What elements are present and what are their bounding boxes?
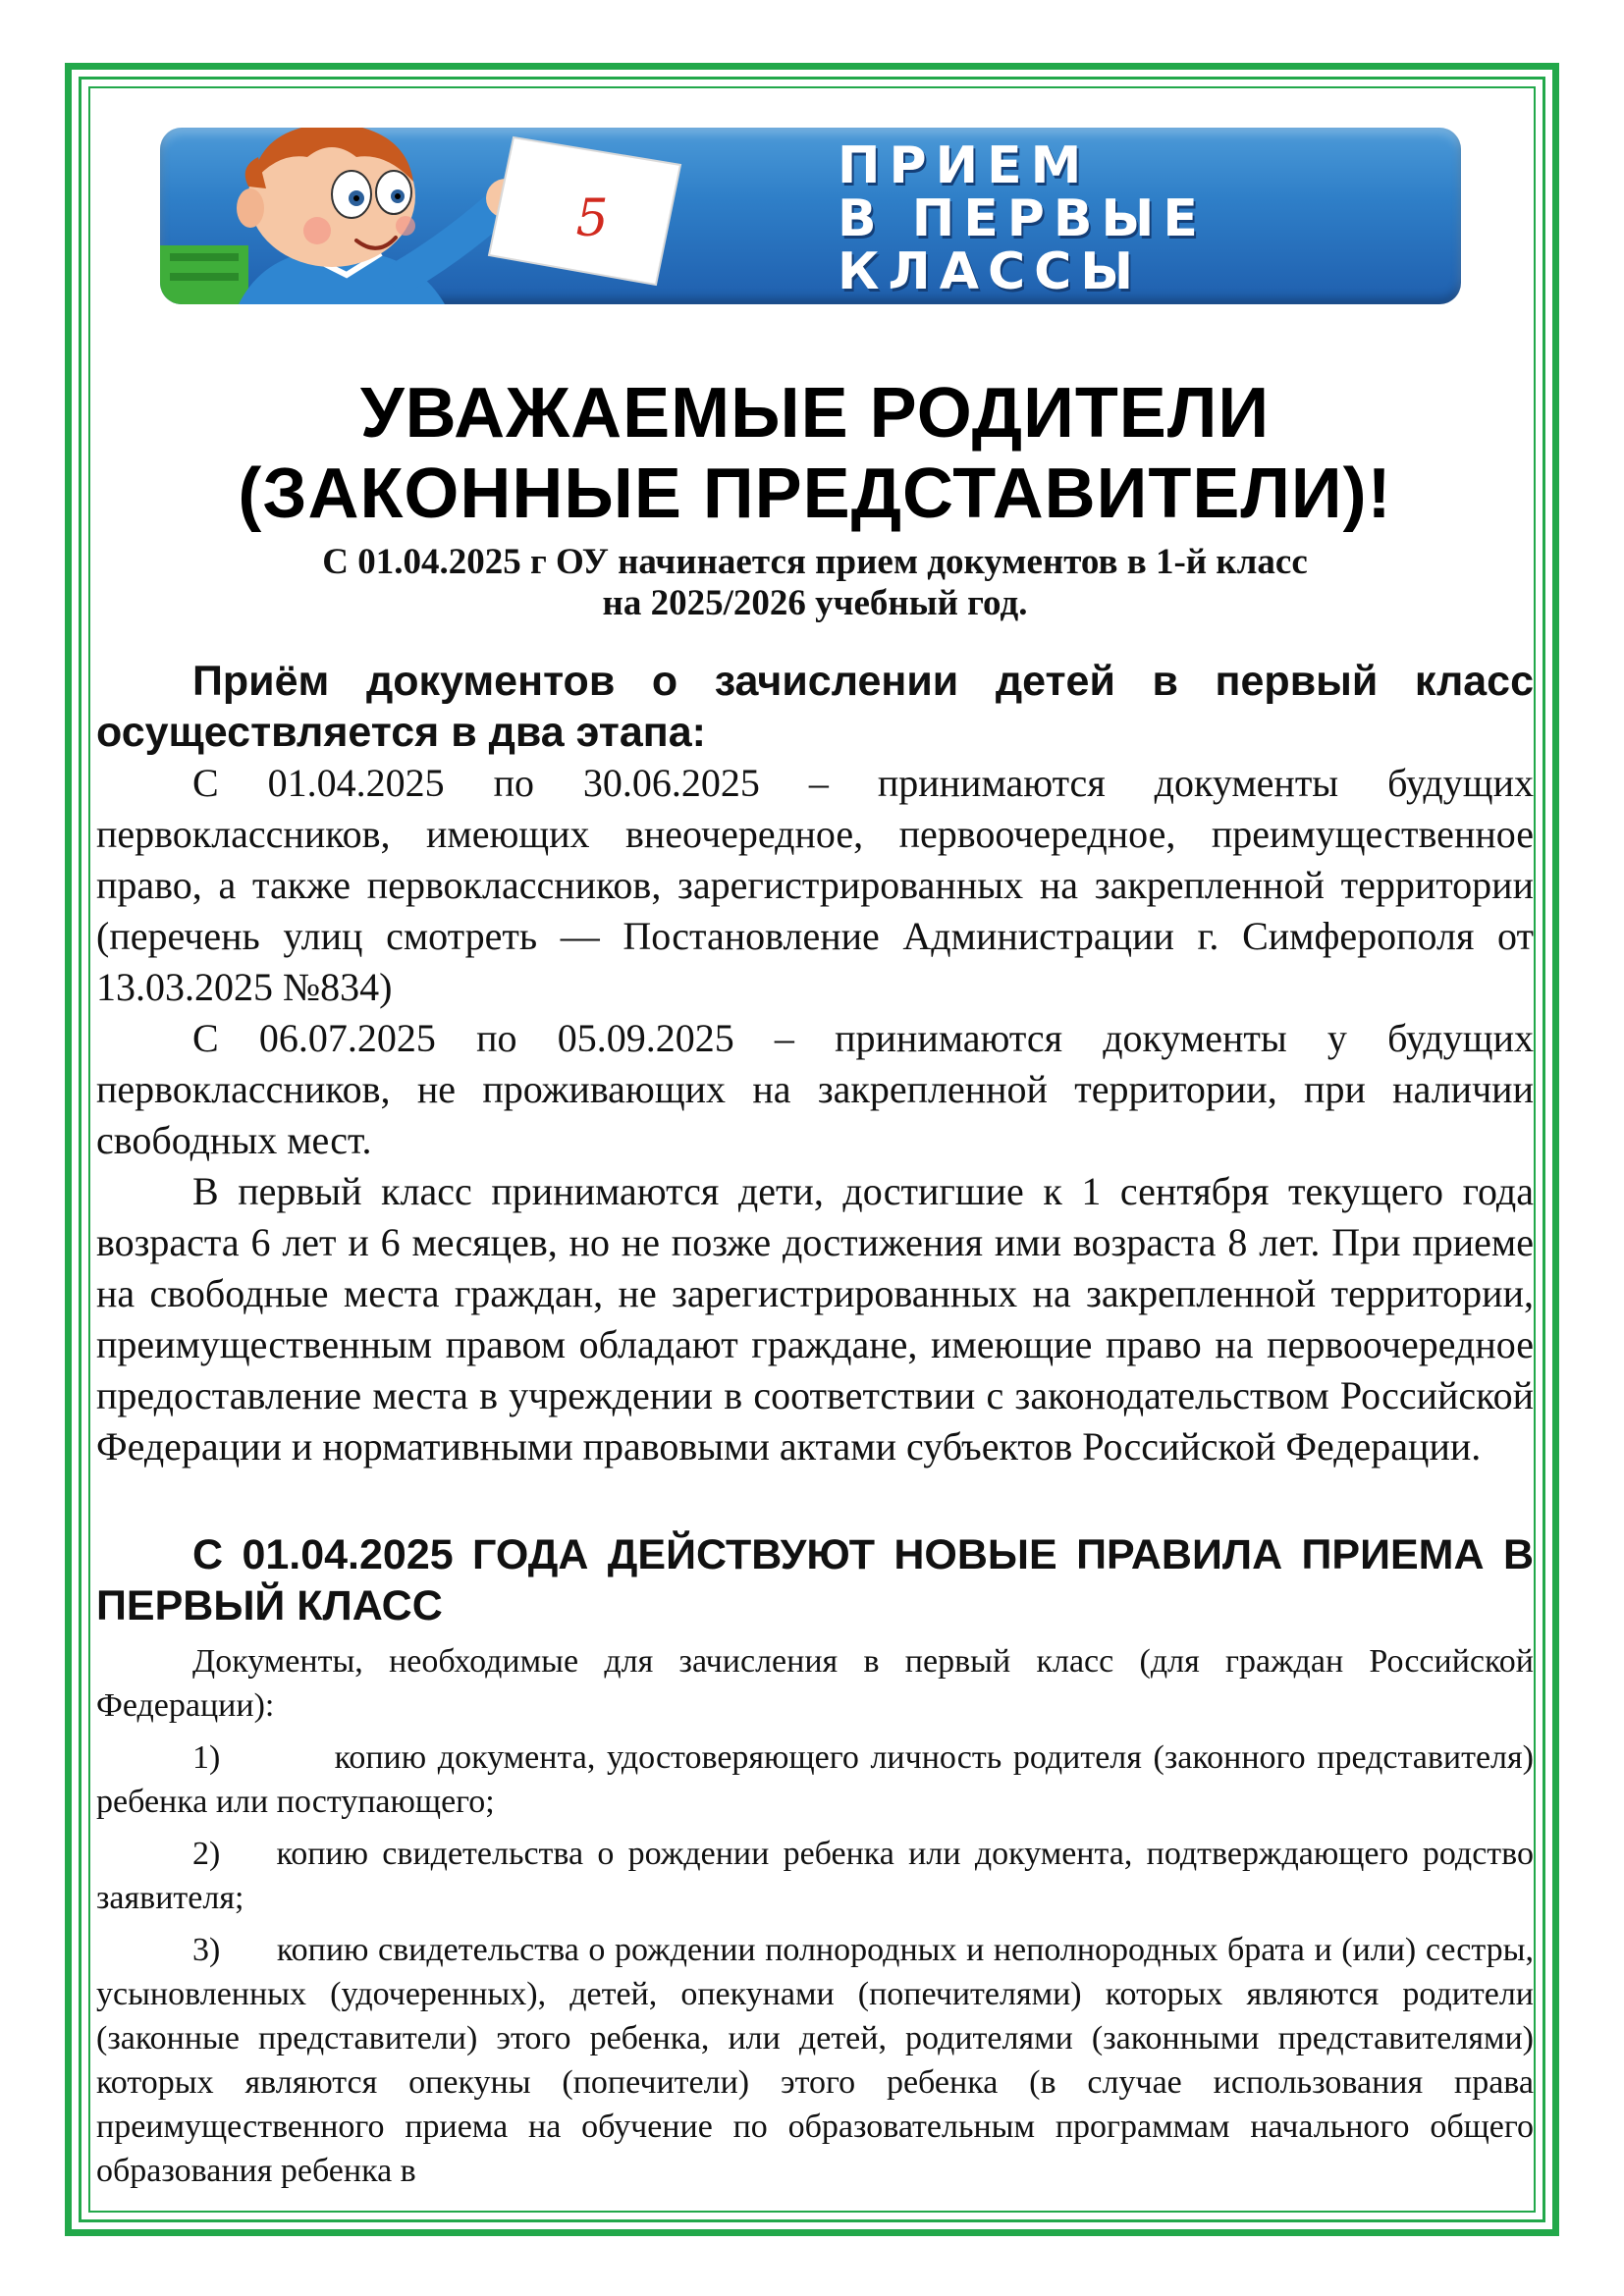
banner-title-line: ПРИЕМ	[838, 136, 1091, 195]
stage-1-text: С 01.04.2025 по 30.06.2025 – принимаются документы будущих первоклассников, имеющих внеочередное, первоочередное, преимущественное право, а также первоклассников, зарегистрированных на закрепленной территории (перечень улиц смотреть — Постановление Администрации г. Симферополя от 13.03.2025 №834)	[96, 761, 1534, 1009]
intro-line1: С 01.04.2025 г ОУ начинается прием документов в 1-й класс	[322, 542, 1308, 582]
banner-title	[838, 135, 1446, 302]
card-digit: 5	[575, 189, 609, 248]
new-rules-heading: С 01.04.2025 ГОДА ДЕЙСТВУЮТ НОВЫЕ ПРАВИЛА ПРИЕМА В ПЕРВЫЙ КЛАСС	[96, 1531, 1534, 1629]
document-item-3: 3) копию свидетельства о рождении полнородных и неполнородных брата и (или) сестры, усыновленных (удочеренных), детей, опекунами (попечителями) которых являются родители (законные представители) этого ребенка, или детей, родителями (законными представителями) которых являются опекуны (попечители) этого ребенка (в случае использования права преимущественного приема на обучение по образовательным программам начального общего образования ребенка в	[96, 1932, 1534, 2189]
banner-title-line: КЛАССЫ	[838, 242, 1143, 301]
heading-section	[96, 373, 1534, 624]
document-item-2: 2) копию свидетельства о рождении ребенка или документа, подтверждающего родство заявителя;	[96, 1836, 1534, 1916]
stages-heading: Приём документов о зачислении детей в первый класс осуществляется в два этапа:	[96, 658, 1534, 756]
stage-2-text: С 06.07.2025 по 05.09.2025 – принимаются документы у будущих первоклассников, не проживающих на закрепленной территории, при наличии свободных мест.	[96, 1016, 1534, 1162]
banner-title-line: В ПЕРВЫЕ	[838, 189, 1207, 248]
age-rule-text: В первый класс принимаются дети, достигшие к 1 сентября текущего года возраста 6 лет и 6 месяцев, но не позже достижения ими возраста 8 лет. При приеме на свободные места граждан, не зарегистрированных на закрепленной территории, преимущественным правом обладают граждане, имеющие право на первоочередное предоставление места в учреждении в соответствии с законодательством Российской Федерации и нормативными правовыми актами субъектов Российской Федерации.	[96, 1169, 1534, 1468]
documents-intro: Документы, необходимые для зачисления в первый класс (для граждан Российской Федерации):	[96, 1643, 1534, 1724]
new-rules-section	[96, 1529, 1534, 2193]
schoolboy-illustration	[160, 128, 710, 304]
main-heading-line2: (ЗАКОННЫЕ ПРЕДСТАВИТЕЛИ)!	[238, 454, 1392, 533]
admission-banner	[160, 128, 1461, 304]
stages-section	[96, 656, 1534, 1472]
intro-line2: на 2025/2026 учебный год.	[602, 583, 1028, 623]
document-item-1: 1) копию документа, удостоверяющего личность родителя (законного представителя) ребенка или поступающего;	[96, 1739, 1534, 1820]
main-heading-line1: УВАЖАЕМЫЕ РОДИТЕЛИ	[359, 374, 1271, 453]
